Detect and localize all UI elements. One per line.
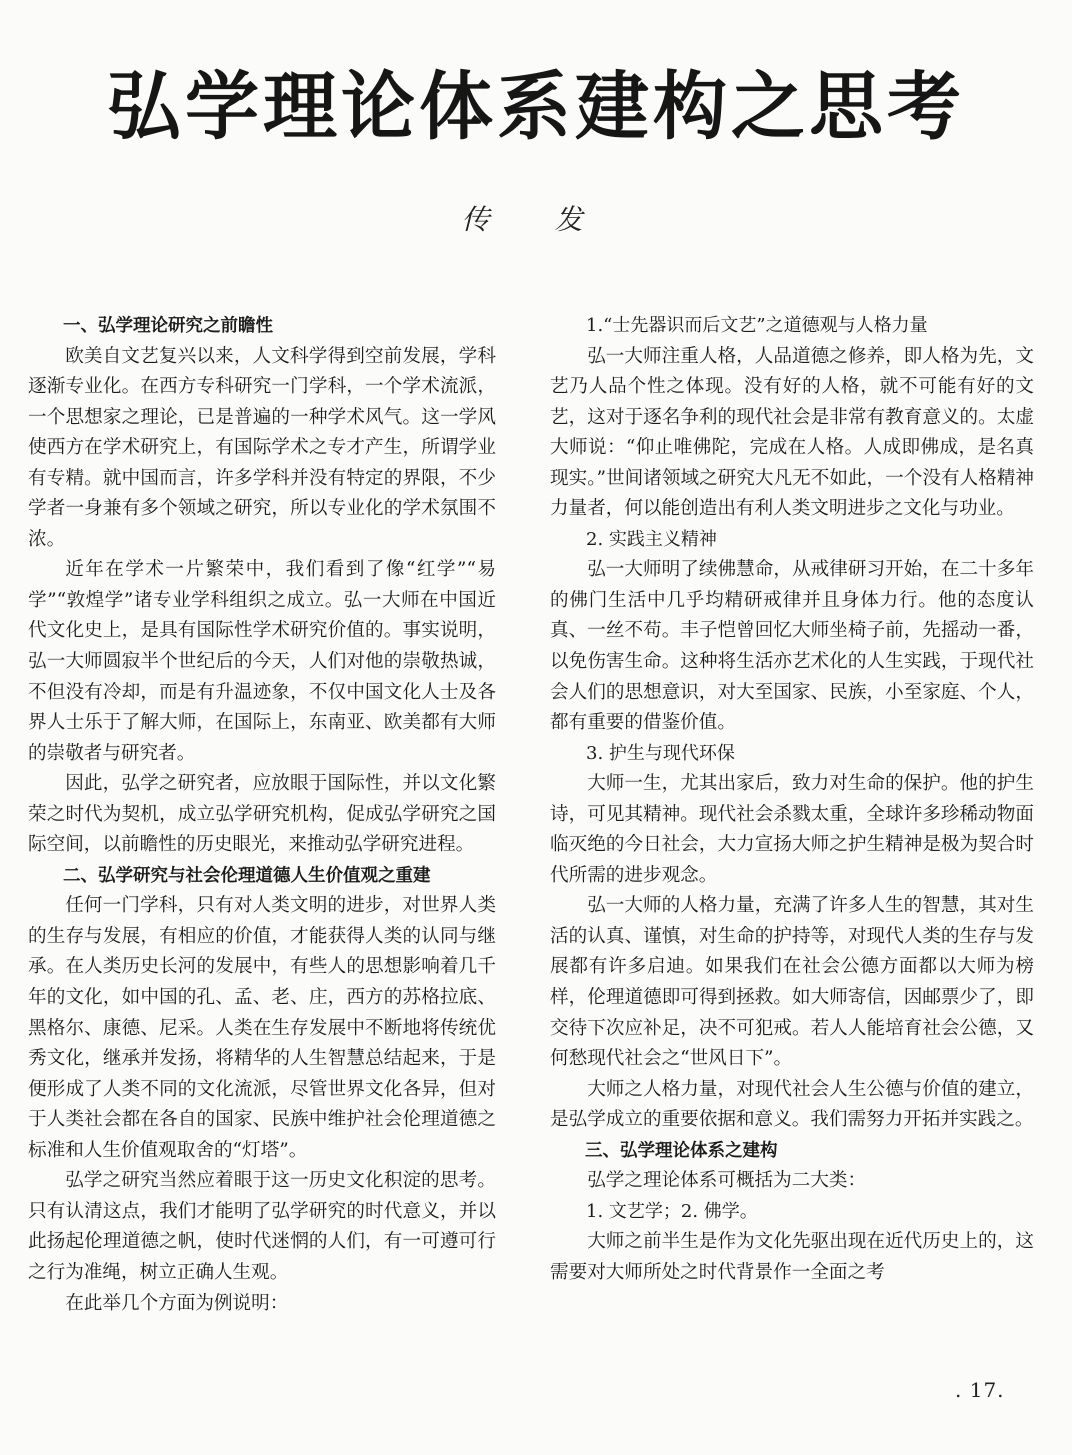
page-number: . 17. [955, 1378, 1005, 1402]
paragraph: 弘学之研究当然应着眼于这一历史文化积淀的思考。只有认清这点，我们才能明了弘学研究的时代意义，并以此扬起伦理道德之帆，使时代迷惘的人们，有一可遵可行之行为准绳，树立正确人生观。 [28, 1170, 496, 1283]
paragraph: 弘一大师明了续佛慧命，从戒律研习开始，在二十多年的佛门生活中几乎均精研戒律并且身体力行。他的态度认真、一丝不苟。丰子恺曾回忆大师坐椅子前，先摇动一番，以免伤害生命。这种将生活亦艺术化的人生实践，于现代社会人们的思想意识，对大至国家、民族，小至家庭、个人，都有重要的借鉴价值。 [550, 559, 1034, 734]
paragraph: 弘学之理论体系可概括为二大类： [587, 1170, 867, 1192]
article-title: 弘学理论体系建构之思考 [107, 64, 965, 150]
paragraph: 因此，弘学之研究者，应放眼于国际性，并以文化繁荣之时代为契机，成立弘学研究机构，促成弘学研究之国际空间，以前瞻性的历史眼光，来推动弘学研究进程。 [28, 773, 496, 856]
paragraph: 大师之前半生是作为文化先驱出现在近代历史上的，这需要对大师所处之时代背景作一全面之考 [550, 1231, 1034, 1283]
left-column [28, 311, 496, 1319]
subheading-1: 1.“士先器识而后文艺”之道德观与人格力量 [586, 315, 928, 336]
subheading-2: 2. 实践主义精神 [586, 528, 717, 550]
paragraph: 欧美自文艺复兴以来，人文科学得到空前发展，学科逐渐专业化。在西方专科研究一门学科，一个学术流派，一个思想家之理论，已是普遍的一种学术风气。这一学风使西方在学术研究上，有国际学术之专才产生，所谓学业有专精。就中国而言，许多学科并没有特定的界限，不少学者一身兼有多个领域之研究，所以专业化的学术氛围不浓。 [28, 345, 496, 550]
subheading-3: 3. 护生与现代环保 [586, 742, 735, 764]
paragraph: 弘一大师的人格力量，充满了许多人生的智慧，其对生活的认真、谨慎，对生命的护持等，对现代人类的生存与发展都有许多启迪。如果我们在社会公德方面都以大师为榜样，伦理道德即可得到拯救。如大师寄信，因邮票少了，即交待下次应补足，决不可犯戒。若人人能培育社会公德，又何愁现代社会之“世风日下”。 [550, 895, 1034, 1070]
paragraph: 在此举几个方面为例说明： [65, 1292, 289, 1314]
paragraph: 近年在学术一片繁荣中，我们看到了像“红学”“易学”“敦煌学”诸专业学科组织之成立。弘一大师在中国近代文化史上，是具有国际性学术研究价值的。事实说明，弘一大师圆寂半个世纪后的今天，人们对他的崇敬热诚，不但没有冷却，而是有升温迹象，不仅中国文化人士及各界人士乐于了解大师，在国际上，东南亚、欧美都有大师的崇敬者与研究者。 [28, 559, 496, 764]
author-name: 传 发 [461, 203, 611, 236]
paragraph: 大师之人格力量，对现代社会人生公德与价值的建立，是弘学成立的重要依据和意义。我们需努力开拓并实践之。 [550, 1078, 1034, 1131]
list-line: 1. 文艺学；2. 佛学。 [586, 1200, 758, 1222]
section-heading-3: 三、弘学理论体系之建构 [585, 1140, 778, 1161]
right-column [550, 311, 1034, 1289]
section-heading-1: 一、弘学理论研究之前瞻性 [63, 316, 273, 336]
section-heading-2: 二、弘学研究与社会伦理道德人生价值观之重建 [63, 865, 431, 886]
paragraph: 弘一大师注重人格，人品道德之修养，即人格为先，文艺乃人品个性之体现。没有好的人格，就不可能有好的文艺，这对于逐名争利的现代社会是非常有教育意义的。太虚大师说：“仰止唯佛陀，完成在人格。人成即佛成，是名真现实。”世间诸领域之研究大凡无不如此，一个没有人格精神力量者，何以能创造出有利人类文明进步之文化与功业。 [550, 345, 1034, 520]
paragraph: 大师一生，尤其出家后，致力对生命的保护。他的护生诗，可见其精神。现代社会杀戮太重，全球许多珍稀动物面临灭绝的今日社会，大力宣扬大师之护生精神是极为契合时代所需的进步观念。 [550, 773, 1034, 886]
paragraph: 任何一门学科，只有对人类文明的进步，对世界人类的生存与发展，有相应的价值，才能获得人类的认同与继承。在人类历史长河的发展中，有些人的思想影响着几千年的文化，如中国的孔、孟、老、庄，西方的苏格拉底、黑格尔、康德、尼采。人类在生存发展中不断地将传统优秀文化，继承并发扬，将精华的人生智慧总结起来，于是便形成了人类不同的文化流派，尽管世界文化各异，但对于人类社会都在各自的国家、民族中维护社会伦理道德之标准和人生价值观取舍的“灯塔”。 [28, 895, 496, 1161]
